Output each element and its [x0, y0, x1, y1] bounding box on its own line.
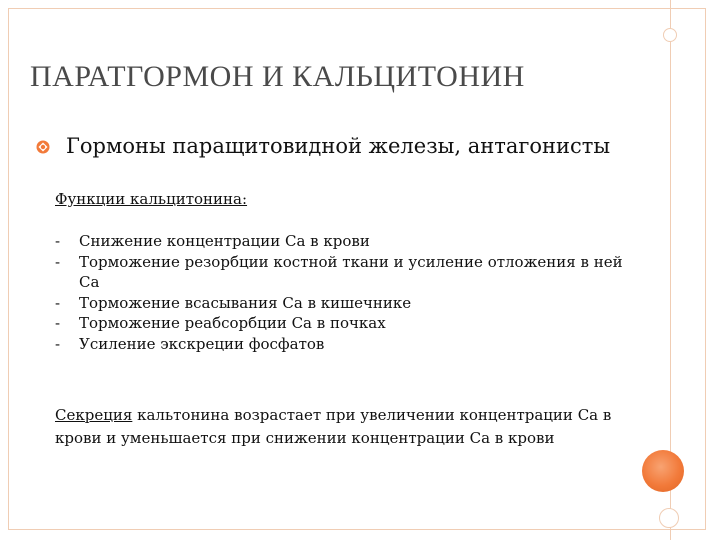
dash-marker: - — [55, 293, 61, 312]
secretion-text: кальтонина возрастает при увеличении концентрации Са в крови и уменьшается при снижении концентрации Са в крови — [55, 406, 612, 447]
dash-marker: - — [55, 334, 61, 353]
decorative-small-circle-top — [663, 28, 677, 42]
list-item-text: Усиление экскреции фосфатов — [79, 334, 325, 353]
dash-marker: - — [55, 232, 61, 250]
orange-diamond-bullet-icon — [36, 140, 50, 154]
dash-marker: - — [55, 252, 61, 271]
dash-marker: - — [55, 314, 61, 332]
list-item — [55, 231, 640, 252]
list-item — [55, 313, 640, 334]
decorative-small-circle-bottom — [659, 508, 679, 528]
list-item-text: Торможение реабсорбции Са в почках — [79, 314, 386, 332]
secretion-word: Секреция — [55, 406, 133, 424]
list-item — [55, 293, 640, 314]
bullet-text: Гормоны паращитовидной железы, антагонисты — [66, 134, 611, 158]
list-item-text: Снижение концентрации Са в крови — [79, 232, 370, 250]
functions-subheading: Функции кальцитонина: — [55, 190, 248, 208]
list-item — [55, 334, 640, 355]
slide-title: ПАРАТГОРМОН И КАЛЬЦИТОНИН — [30, 60, 525, 93]
secretion-paragraph — [55, 404, 635, 449]
functions-list — [55, 231, 640, 354]
decorative-orange-circle — [642, 450, 684, 492]
list-item-text: Торможение резорбции костной ткани и усиление отложения в ней Са — [79, 252, 623, 291]
list-item-text: Торможение всасывания Са в кишечнике — [79, 293, 412, 312]
list-item — [55, 252, 640, 293]
